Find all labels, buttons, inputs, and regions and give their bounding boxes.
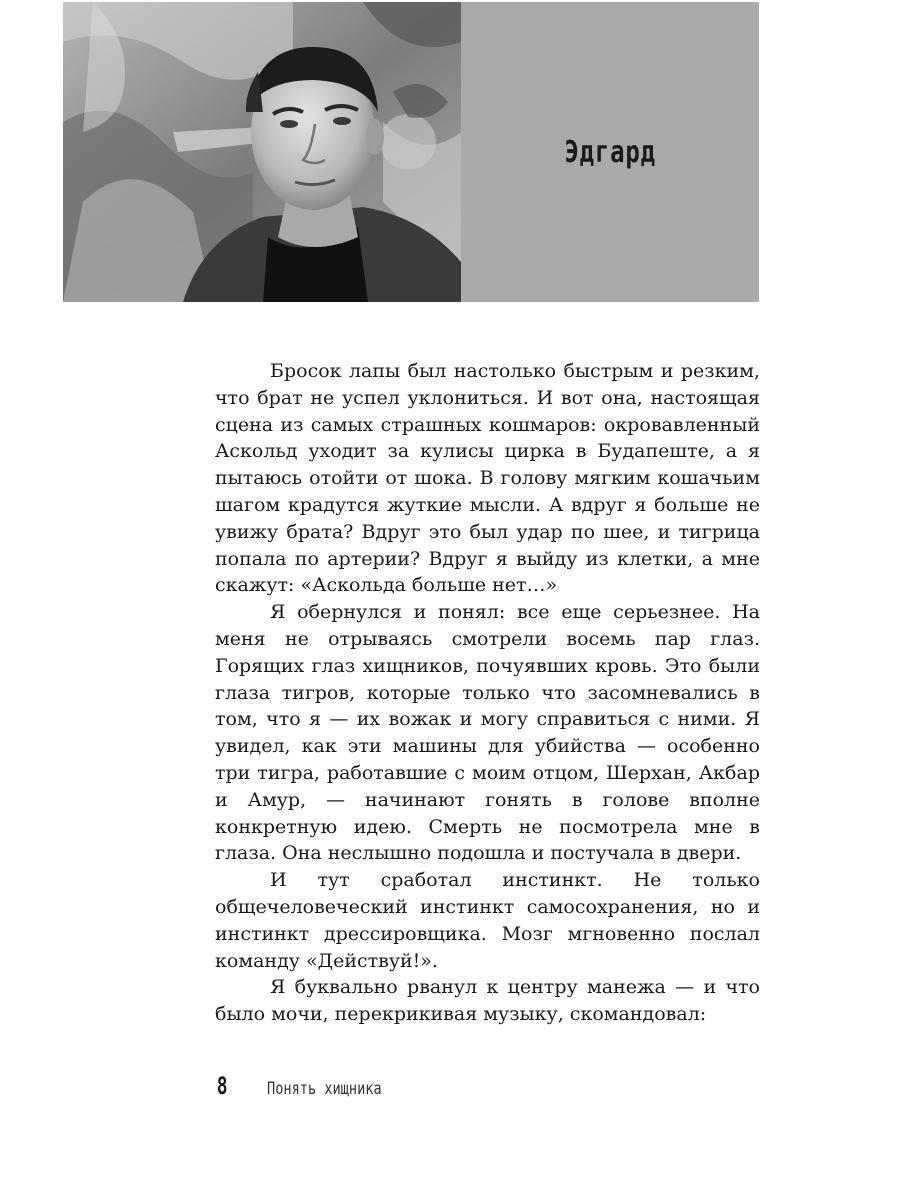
chapter-header-banner	[63, 2, 759, 302]
author-photo	[63, 2, 461, 302]
chapter-name-panel	[461, 2, 759, 302]
chapter-name: Эдгард	[564, 134, 656, 170]
running-title: Понять хищника	[267, 1079, 383, 1099]
paragraph: Бросок лапы был настолько быстрым и резким, что брат не успел уклониться. И вот она, настоящая сцена из самых страшных кошмаров: окровавленный Аскольд уходит за кулисы цирка в Будапеште, а я пытаюсь отойти от шока. В голову мягким кошачьим шагом крадутся жуткие мысли. А вдруг я больше не увижу брата? Вдруг это был удар по шее, и тигрица попала по артерии? Вдруг я выйду из клетки, а мне скажут: «Аскольда больше нет…»	[215, 360, 760, 597]
author-photo-illustration	[63, 2, 461, 302]
paragraph: И тут сработал инстинкт. Не только общечеловеческий инстинкт самосохранения, но и инстинкт дрессировщика. Мозг мгновенно послал команду «Действуй!».	[215, 869, 760, 972]
page-footer	[215, 1072, 411, 1100]
paragraph: Я обернулся и понял: все еще серьезнее. На меня не отрываясь смотрели восемь пар глаз. Горящих глаз хищников, почуявших кровь. Это были глаза тигров, которые только что засомневались в том, что я — их вожак и могу справиться с ними. Я увидел, как эти машины для убийства — особенно три тигра, работавшие с моим отцом, Шерхан, Акбар и Амур, — начинают гонять в голове вполне конкретную идею. Смерть не посмотрела мне в глаза. Она неслышно подошла и постучала в двери.	[215, 601, 760, 865]
body-text	[215, 358, 760, 1028]
page-number: 8	[216, 1072, 228, 1100]
paragraph: Я буквально рванул к центру манежа — и что было мочи, перекрикивая музыку, скомандовал:	[215, 976, 760, 1026]
